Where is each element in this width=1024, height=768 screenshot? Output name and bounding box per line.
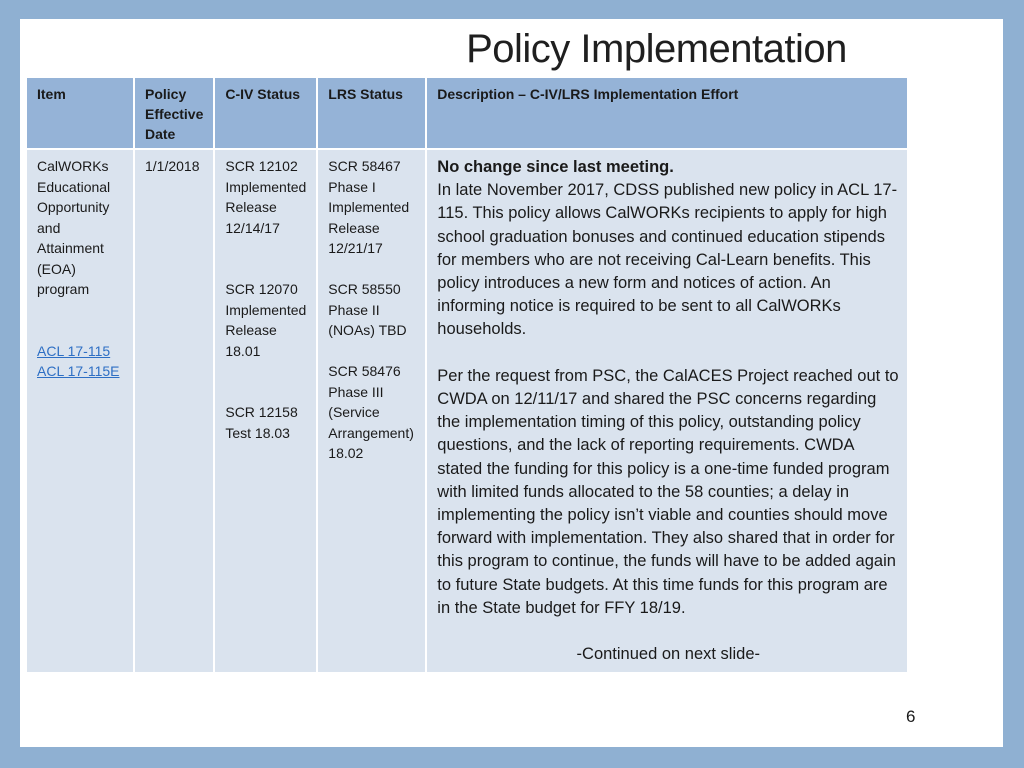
cell-civ-status: [215, 150, 316, 672]
description-paragraph-2: Per the request from PSC, the CalACES Project reached out to CWDA on 12/11/17 and shared the PSC concerns regarding the implementation timing of this policy, outstanding policy questions, and the lack of reporting requirements. CWDA stated the funding for this policy is a one-time funded program with limited funds allocated to the 58 counties; a delay in implementing the policy isn’t viable and counties should move forward with implementation. They also shared that in order for this program to continue, the funds will have to be added again to future State budgets. At this time funds for this program are in the State budget for FFY 18/19.: [437, 366, 899, 617]
header-effective-date: Policy Effective Date: [135, 78, 213, 148]
civ-status-entry: SCR 12102 Implemented Release 12/14/17: [225, 158, 307, 236]
civ-status-entry: SCR 12158 Test 18.03: [225, 404, 298, 441]
lrs-status-entry: SCR 58550 Phase II (NOAs) TBD: [328, 281, 407, 338]
civ-status-entry: SCR 12070 Implemented Release 18.01: [225, 281, 307, 359]
table-header-row: [27, 78, 907, 148]
link-acl-17-115e[interactable]: ACL 17-115E: [37, 363, 120, 379]
continued-note: -Continued on next slide-: [576, 645, 760, 664]
cell-item: [27, 150, 133, 672]
slide: [20, 19, 1003, 747]
lrs-status-entry: SCR 58476 Phase III (Service Arrangement) 18.02: [328, 363, 414, 461]
description-paragraph-1: In late November 2017, CDSS published new policy in ACL 17-115. This policy allows CalWORKs recipients to apply for high school graduation bonuses and continued education stipends for members who are not receiving Cal-Learn benefits. This policy introduces a new form and notices of action. An informing notice is required to be sent to all CalWORKs households.: [437, 181, 898, 339]
table-row: [27, 150, 907, 672]
cell-lrs-status: [318, 150, 425, 672]
header-civ-status: C-IV Status: [215, 78, 316, 148]
header-item: Item: [27, 78, 133, 148]
link-acl-17-115[interactable]: ACL 17-115: [37, 342, 111, 359]
cell-effective-date: 1/1/2018: [135, 150, 213, 672]
header-lrs-status: LRS Status: [318, 78, 425, 148]
item-name: CalWORKs Educational Opportunity and Attainment (EOA) program: [37, 158, 111, 297]
page-number: 6: [906, 707, 916, 726]
policy-table: [25, 76, 909, 674]
lrs-status-entry: SCR 58467 Phase I Implemented Release 12/21/17: [328, 158, 410, 256]
header-description: Description – C-IV/LRS Implementation Effort: [427, 78, 907, 148]
cell-description: [427, 150, 907, 672]
description-heading: No change since last meeting.: [437, 158, 674, 176]
slide-title: Policy Implementation: [466, 27, 847, 71]
